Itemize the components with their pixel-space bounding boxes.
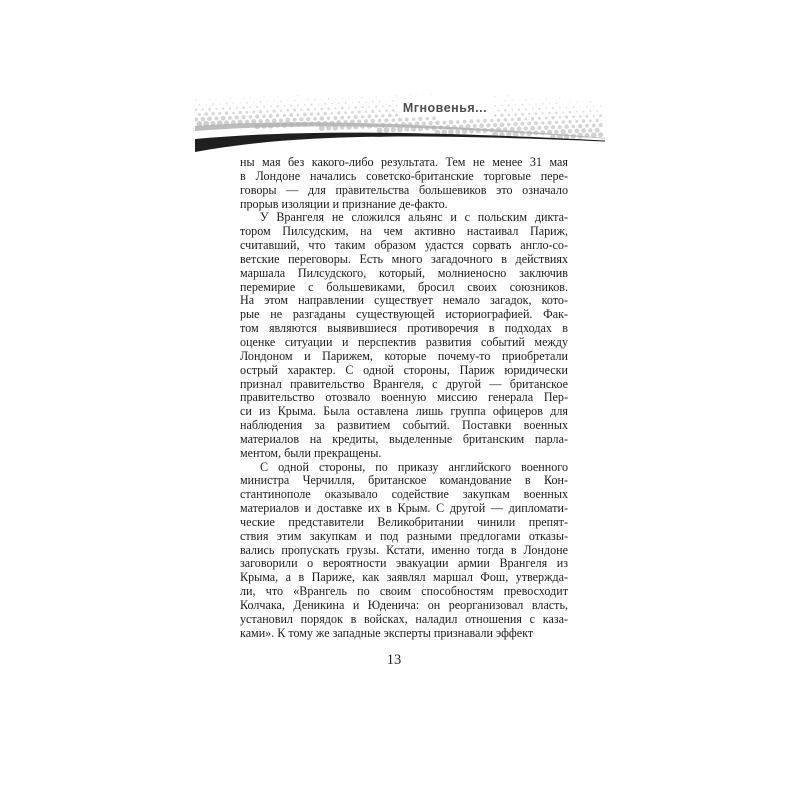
paragraph [240, 461, 568, 641]
body-text [240, 156, 568, 641]
text-line: си из Крыма. Была оставлена лишь группа офицеров для [240, 405, 568, 419]
text-line: правительство отозвало военную миссию генерала Пер- [240, 391, 568, 405]
page-header [195, 85, 605, 163]
text-line: У Врангеля не сложился альянс и с польским дикта- [260, 211, 568, 225]
text-line: вались пропускать грузы. Кстати, именно тогда в Лондоне [240, 543, 568, 557]
black-swoosh-curve [195, 133, 605, 152]
text-line: считавший, что таким образом удастся сорвать англо-со- [240, 239, 568, 253]
paragraph [240, 211, 568, 460]
text-line: ментом, были прекращены. [240, 446, 382, 460]
text-line: говоры — для правительства большевиков это означало [240, 183, 568, 197]
text-line: наблюдения за развитием событий. Поставки военных [240, 419, 568, 433]
text-line: материалов на кредиты, выделенные британским парла- [240, 432, 568, 446]
text-line: стантинополе оказывало содействие закупкам военных [240, 488, 568, 502]
text-line: министра Черчилля, британское командование в Кон- [240, 474, 568, 488]
text-line: материалов и доставке их в Крым. С другой — дипломати- [240, 502, 568, 516]
halftone-dots [195, 94, 603, 140]
text-line: прорыв изоляции и признание де-факто. [240, 197, 448, 211]
text-line: оценке ситуации и перспектив развития событий между [240, 335, 568, 349]
text-line: С одной стороны, по приказу английского военного [260, 460, 568, 474]
paragraph [240, 156, 568, 211]
text-line: Лондоном и Парижем, которые почему-то приобретали [240, 349, 568, 363]
text-line: ны мая без какого-либо результата. Тем не менее 31 мая [240, 156, 568, 169]
text-line: ли, что «Врангель по своим способностям превосходит [240, 585, 568, 599]
text-line: острый характер. С одной стороны, Париж юридически [240, 363, 568, 377]
text-line: ветские переговоры. Есть много загадочного в действиях [240, 252, 568, 266]
text-line: рые не разгаданы существующей историографией. Фак- [240, 308, 568, 322]
text-line: установил порядок в войсках, наладил отношения с каза- [240, 612, 568, 626]
text-line: в Лондоне начались советско-британские торговые пере- [240, 169, 568, 183]
text-line: перемирие с большевиками, бросил своих союзников. [240, 280, 568, 294]
page-number: 13 [386, 652, 402, 668]
text-line: Колчака, Деникина и Юденича: он реорганизовал власть, [240, 599, 568, 612]
text-line: ками». К тому же западные эксперты признавали эффект [240, 626, 534, 640]
text-line: ствия этим закупкам и под разными предлогами отказы- [240, 529, 568, 543]
text-line: На этом направлении существует немало загадок, кото- [240, 294, 568, 308]
text-line: тором Пилсудским, на чем активно настаивал Париж, [240, 225, 568, 239]
text-line: маршала Пилсудского, который, молниеносно заключив [240, 266, 568, 280]
text-line: Крыма, а в Париже, как заявлял маршал Фош, утвержда- [240, 571, 568, 585]
text-line: том являются выявившиеся противоречия в подходах в [240, 322, 568, 336]
text-line: признал правительство Врангеля, с другой — британское [240, 377, 568, 391]
header-decoration-svg [195, 85, 605, 163]
text-line: ческие представители Великобритании чинили препят- [240, 515, 568, 529]
running-title: Мгновенья... [402, 101, 488, 115]
text-line: заговорили о вероятности эвакуации армии Врангеля из [240, 557, 568, 571]
